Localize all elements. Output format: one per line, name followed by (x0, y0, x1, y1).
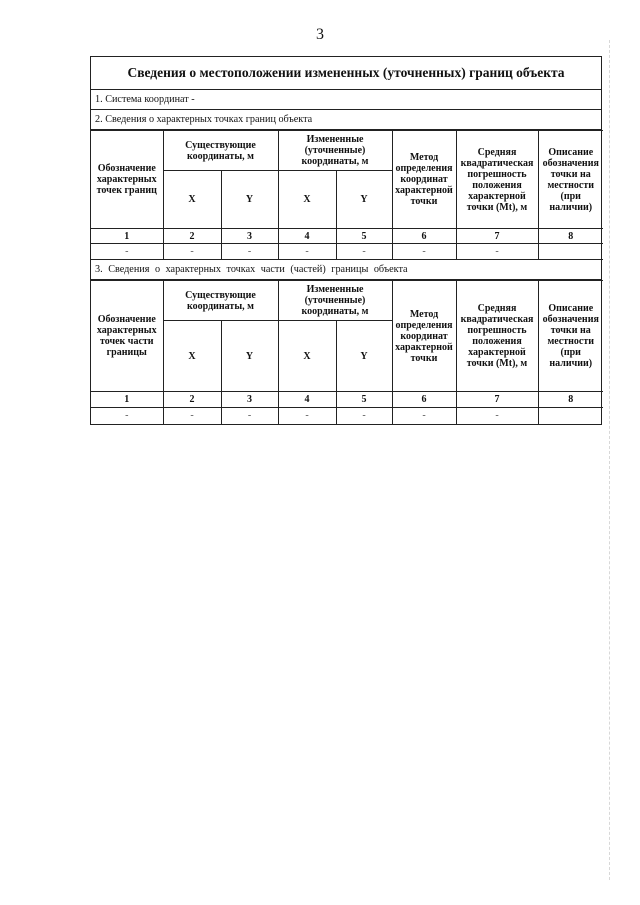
column-number: 4 (278, 392, 336, 408)
column-number-row (91, 229, 603, 244)
page-number: 3 (316, 26, 324, 43)
table-cell: - (336, 244, 392, 260)
table-cell: - (221, 244, 278, 260)
method-header: Метод определения координат характерной точки (392, 281, 456, 392)
description-header: Описание обозначения точки на местности (при наличии) (538, 281, 603, 392)
column-number: 5 (336, 229, 392, 244)
column-number: 8 (538, 392, 603, 408)
changed-y-header: Y (336, 171, 392, 229)
table-cell (538, 408, 603, 424)
column-number: 4 (278, 229, 336, 244)
column-number: 6 (392, 229, 456, 244)
existing-x-header: X (163, 171, 221, 229)
error-header: Средняя квадратическая погрешность положения характерной точки (Mt), м (456, 131, 538, 229)
table-cell: - (163, 408, 221, 424)
changed-x-header: X (278, 171, 336, 229)
column-number: 1 (91, 229, 163, 244)
table-cell: - (91, 244, 163, 260)
table-cell: - (336, 408, 392, 424)
column-number-row (91, 392, 603, 408)
column-number: 1 (91, 392, 163, 408)
part-boundary-points-table (91, 280, 603, 424)
form-title: Сведения о местоположении измененных (уточненных) границ объекта (91, 57, 601, 90)
table-cell: - (221, 408, 278, 424)
column-number: 8 (538, 229, 603, 244)
existing-coords-header: Существующие координаты, м (163, 281, 278, 321)
column-number: 2 (163, 392, 221, 408)
designation-header: Обозначение характерных точек границ (91, 131, 163, 229)
table-cell: - (392, 408, 456, 424)
table-cell: - (91, 408, 163, 424)
table-cell: - (278, 244, 336, 260)
section-boundary-points-heading: 2. Сведения о характерных точках границ объекта (91, 110, 601, 130)
scan-edge-line (608, 40, 610, 880)
method-header: Метод определения координат характерной точки (392, 131, 456, 229)
table-cell: - (163, 244, 221, 260)
existing-y-header: Y (221, 321, 278, 392)
column-number: 7 (456, 229, 538, 244)
existing-x-header: X (163, 321, 221, 392)
changed-coords-header: Измененные (уточненные) координаты, м (278, 131, 392, 171)
column-number: 3 (221, 229, 278, 244)
coordinate-system-line: 1. Система координат - (91, 90, 601, 110)
existing-coords-header: Существующие координаты, м (163, 131, 278, 171)
column-number: 3 (221, 392, 278, 408)
table-cell (538, 244, 603, 260)
section-part-boundary-points-heading: 3. Сведения о характерных точках части (частей) границы объекта (91, 260, 601, 280)
column-number: 2 (163, 229, 221, 244)
column-number: 7 (456, 392, 538, 408)
error-header: Средняя квадратическая погрешность положения характерной точки (Mt), м (456, 281, 538, 392)
column-number: 6 (392, 392, 456, 408)
boundary-info-form (90, 56, 602, 425)
description-header: Описание обозначения точки на местности (при наличии) (538, 131, 603, 229)
table-cell: - (456, 408, 538, 424)
table-row (91, 244, 603, 260)
changed-x-header: X (278, 321, 336, 392)
table-cell: - (392, 244, 456, 260)
table-row (91, 408, 603, 424)
changed-coords-header: Измененные (уточненные) координаты, м (278, 281, 392, 321)
table-cell: - (456, 244, 538, 260)
existing-y-header: Y (221, 171, 278, 229)
boundary-points-table (91, 130, 603, 260)
column-number: 5 (336, 392, 392, 408)
designation-header: Обозначение характерных точек части границы (91, 281, 163, 392)
table-cell: - (278, 408, 336, 424)
changed-y-header: Y (336, 321, 392, 392)
